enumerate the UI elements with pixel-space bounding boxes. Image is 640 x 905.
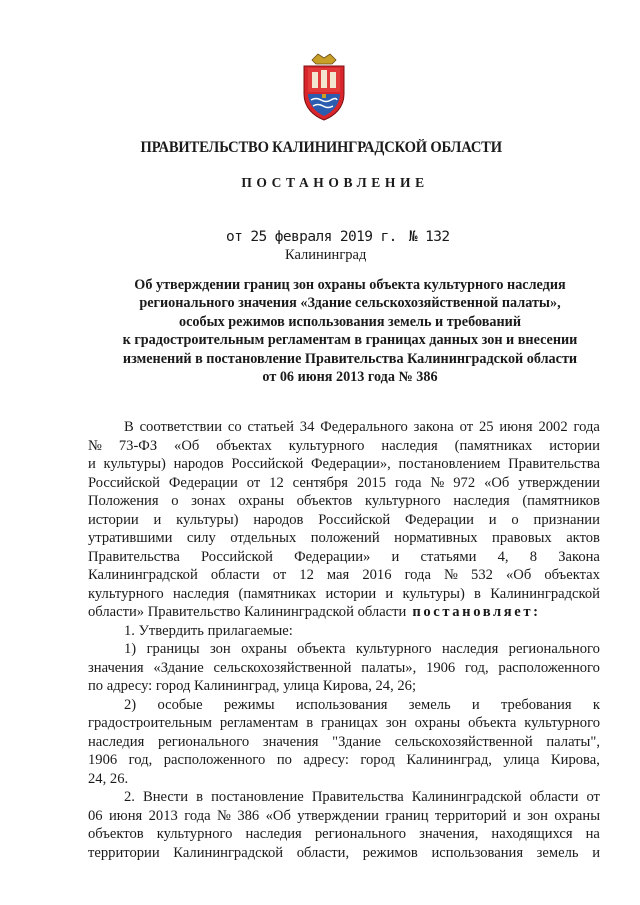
body-line: градостроительным регламентам в границах зон охраны объекта культурного xyxy=(88,715,600,731)
body-line: культурного наследия (памятниках истории и культуры) в Калининградской xyxy=(88,585,600,602)
date-line xyxy=(226,229,450,245)
heading-line: регионального значения «Здание сельскохозяйственной палаты», xyxy=(139,295,561,312)
body-line: Калининградской области от 12 мая 2016 года № 532 «Об объектах xyxy=(88,567,600,583)
heading-line: от 06 июня 2013 года № 386 xyxy=(262,369,438,386)
body-line: Правительства Российской Федерации» и статьями 4, 8 Закона xyxy=(88,548,600,565)
body-line: утратившими силу отдельных положений нормативных правовых актов xyxy=(88,530,600,546)
heading-line: особых режимов использования земель и требований xyxy=(178,313,522,330)
body-line: 2. Внести в постановление Правительства Калининградской области от xyxy=(124,789,600,805)
resolution-verb: постановляет: xyxy=(412,604,541,620)
heading-line: к градостроительным регламентам в границах данных зон и внесении xyxy=(122,332,578,349)
body-line: 1) границы зон охраны объекта культурного наследия регионального xyxy=(124,641,600,657)
body-line: В соответствии со статьей 34 Федерального закона от 25 июня 2002 года xyxy=(124,419,600,435)
body-line: по адресу: город Калининград, улица Кирова, 24, 26; xyxy=(88,678,417,694)
document-heading xyxy=(60,276,640,386)
body-line: наследия регионального значения "Здание сельскохозяйственной палаты", xyxy=(88,733,600,750)
body-line: № 73-ФЗ «Об объектах культурного наследия (памятниках истории xyxy=(88,437,600,454)
body-line: значения «Здание сельскохозяйственной палаты», 1906 год, расположенного xyxy=(88,659,600,676)
heading-line: Об утверждении границ зон охраны объекта культурного наследия xyxy=(134,277,566,293)
body-line: Российской Федерации от 12 сентября 2015 года № 972 «Об утверждении xyxy=(88,474,600,491)
coat-of-arms-icon xyxy=(292,50,356,122)
government-title: ПРАВИТЕЛЬСТВО КАЛИНИНГРАДСКОЙ ОБЛАСТИ xyxy=(140,139,502,156)
body-line: истории и культуры) народов Российской Федерации и о признании xyxy=(88,511,600,528)
body-line: и культуры) народов Российской Федерации», постановлением Правительства xyxy=(88,456,600,472)
document-type: ПОСТАНОВЛЕНИЕ xyxy=(241,175,429,190)
document-city: Калининград xyxy=(285,247,367,263)
body-line: Положения о зонах охраны объектов культурного наследия (памятников xyxy=(88,493,600,509)
body-line: области» Правительство Калининградской области постановляет: xyxy=(88,604,541,620)
heading-line: изменений в постановление Правительства Калининградской области xyxy=(122,350,578,367)
body-line: 1. Утвердить прилагаемые: xyxy=(124,622,293,639)
document-date: 25 февраля 2019 г. xyxy=(250,229,397,245)
document-number: № 132 xyxy=(408,229,450,245)
body-line: 24, 26. xyxy=(88,770,129,787)
body-line: 2) особые режимы использования земель и требования к xyxy=(124,696,600,713)
body-line: 1906 год, расположенного по адресу: город Калининград, улица Кирова, xyxy=(88,752,600,768)
document-body xyxy=(88,418,600,862)
date-prefix: от xyxy=(226,229,243,245)
body-line: территории Калининградской области, режимов использования земель и xyxy=(88,844,600,861)
body-line: объектов культурного наследия регионального значения, находящихся на xyxy=(88,826,600,842)
body-line: 06 июня 2013 года № 386 «Об утверждении границ территорий и зон охраны xyxy=(88,807,600,824)
